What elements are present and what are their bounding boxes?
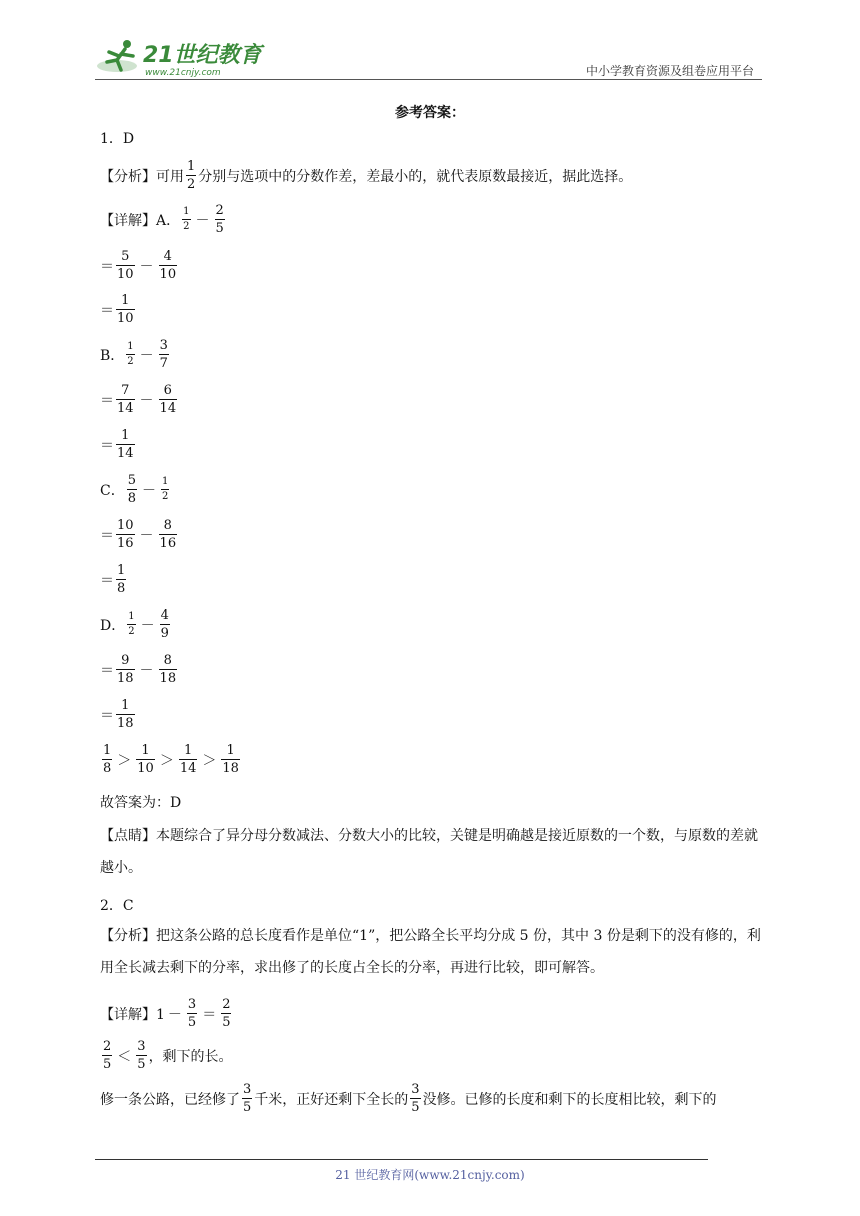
- text-segment: 没修。已修的长度和剩下的长度相比较，剩下的: [422, 1091, 717, 1108]
- detail-label: 【详解】1: [100, 1006, 165, 1023]
- fraction: $\frac{4}{10}$: [159, 249, 177, 282]
- minus-sign: －: [139, 392, 154, 409]
- fraction: $\frac{3}{5}$: [411, 1082, 420, 1115]
- fraction: $\frac{2}{5}$: [215, 203, 224, 236]
- equals-sign: ＝: [100, 437, 114, 454]
- fraction: $\frac{1}{2}$: [187, 159, 196, 192]
- fraction: $\frac{8}{16}$: [159, 518, 177, 551]
- q1-analysis-label: 【分析】可用: [100, 168, 184, 185]
- fraction: $\frac{8}{18}$: [159, 653, 177, 686]
- q1-number: 1．D: [100, 131, 135, 147]
- fraction: $\frac{6}{14}$: [159, 383, 177, 416]
- equals-sign: ＝: [202, 1006, 217, 1023]
- q1-analysis: [100, 160, 632, 191]
- q1-answer: 故答案为：D: [100, 795, 182, 811]
- fraction: $\frac{1}{14}$: [117, 428, 134, 461]
- fraction: $\frac{3}{5}$: [187, 997, 197, 1030]
- minus-sign: －: [139, 662, 154, 679]
- fraction: $\frac{1}{10}$: [137, 743, 154, 776]
- option-label: D．: [100, 617, 126, 634]
- header-platform-text: 中小学教育资源及组卷应用平台: [585, 64, 754, 78]
- minus-sign: －: [139, 527, 154, 544]
- footer-site-text[interactable]: 21 世纪教育网(www.21cnjy.com): [335, 1168, 525, 1182]
- q1-option-b-expr: [100, 339, 171, 370]
- logo-url: www.21cnjy.com: [145, 68, 221, 78]
- q1-option-a-expr: [100, 204, 227, 235]
- fraction: $\frac{7}{14}$: [117, 383, 134, 416]
- fraction: $\frac{1}{2}$: [162, 476, 169, 502]
- text-segment: 修一条公路，已经修了: [100, 1091, 240, 1108]
- equals-sign: ＝: [100, 258, 114, 275]
- q1-comparison: [100, 744, 242, 775]
- fraction: $\frac{3}{7}$: [159, 338, 168, 371]
- fraction: $\frac{3}{5}$: [243, 1082, 252, 1115]
- fraction: $\frac{1}{18}$: [222, 743, 239, 776]
- q1-option-a-result: [100, 294, 137, 325]
- fraction: $\frac{5}{8}$: [127, 473, 136, 506]
- q1-option-c-step1: [100, 519, 179, 550]
- detail-label: 【详解】A．: [100, 212, 181, 229]
- greater-than-sign: ＞: [202, 752, 217, 769]
- q1-option-b-result: [100, 429, 137, 460]
- q1-option-a-step1: [100, 250, 179, 281]
- equals-sign: ＝: [100, 572, 114, 589]
- answers-title: 参考答案：: [395, 105, 465, 121]
- q2-last-line: [100, 1083, 717, 1114]
- q1-option-b-step1: [100, 384, 179, 415]
- fraction: $\frac{1}{8}$: [117, 563, 126, 596]
- q2-detail: [100, 998, 233, 1029]
- fraction: $\frac{1}{2}$: [127, 341, 134, 367]
- minus-sign: －: [140, 617, 155, 634]
- minus-sign: －: [142, 482, 156, 499]
- comparison-text: ，剩下的长。: [148, 1048, 233, 1065]
- minus-sign: －: [139, 258, 154, 275]
- q2-comparison: [100, 1040, 233, 1071]
- equals-sign: ＝: [100, 302, 114, 319]
- fraction: $\frac{1}{8}$: [103, 743, 112, 776]
- fraction: $\frac{5}{10}$: [117, 249, 134, 282]
- site-logo: [95, 36, 265, 80]
- minus-sign: －: [167, 1006, 182, 1023]
- q1-option-c-result: [100, 564, 128, 595]
- fraction: $\frac{1}{18}$: [117, 698, 134, 731]
- fraction: $\frac{3}{5}$: [137, 1039, 146, 1072]
- fraction: $\frac{4}{9}$: [160, 608, 169, 641]
- q1-option-d-result: [100, 699, 137, 730]
- equals-sign: ＝: [100, 392, 114, 409]
- fraction: $\frac{1}{14}$: [179, 743, 197, 776]
- fraction: $\frac{1}{2}$: [128, 611, 135, 637]
- greater-than-sign: ＞: [159, 752, 174, 769]
- option-label: B．: [100, 347, 125, 364]
- q1-option-d-expr: [100, 609, 172, 640]
- less-than-sign: ＜: [117, 1048, 132, 1065]
- fraction: $\frac{2}{5}$: [222, 997, 231, 1030]
- fraction: $\frac{1}{2}$: [183, 206, 190, 232]
- minus-sign: －: [139, 347, 154, 364]
- logo-text: 21世纪教育: [143, 43, 262, 68]
- equals-sign: ＝: [100, 707, 114, 724]
- q1-analysis-text: 分别与选项中的分数作差，差最小的，就代表原数最接近，据此选择。: [198, 168, 633, 185]
- header-divider: [95, 79, 762, 80]
- q2-analysis: 【分析】把这条公路的总长度看作是单位“1”，把公路全长平均分成 5 份，其中 3 份是剩下的没有修的，利用全长减去剩下的分率，求出修了的长度占全长的分率，再进行比较，即可解答。: [100, 928, 761, 976]
- greater-than-sign: ＞: [117, 752, 132, 769]
- equals-sign: ＝: [100, 662, 114, 679]
- footer-divider: [95, 1159, 708, 1160]
- option-label: C．: [100, 482, 125, 499]
- equals-sign: ＝: [100, 527, 114, 544]
- fraction: $\frac{9}{18}$: [117, 653, 134, 686]
- minus-sign: －: [195, 212, 210, 229]
- q1-comment: 【点睛】本题综合了异分母分数减法、分数大小的比较，关键是明确越是接近原数的一个数，与原数的差就越小。: [100, 828, 758, 876]
- text-segment: 千米，正好还剩下全长的: [254, 1091, 409, 1108]
- q1-option-c-expr: [100, 474, 171, 505]
- fraction: $\frac{10}{16}$: [117, 518, 134, 551]
- q2-number: 2．C: [100, 898, 134, 914]
- q1-option-d-step1: [100, 654, 179, 685]
- fraction: $\frac{1}{10}$: [117, 293, 134, 326]
- fraction: $\frac{2}{5}$: [103, 1039, 112, 1072]
